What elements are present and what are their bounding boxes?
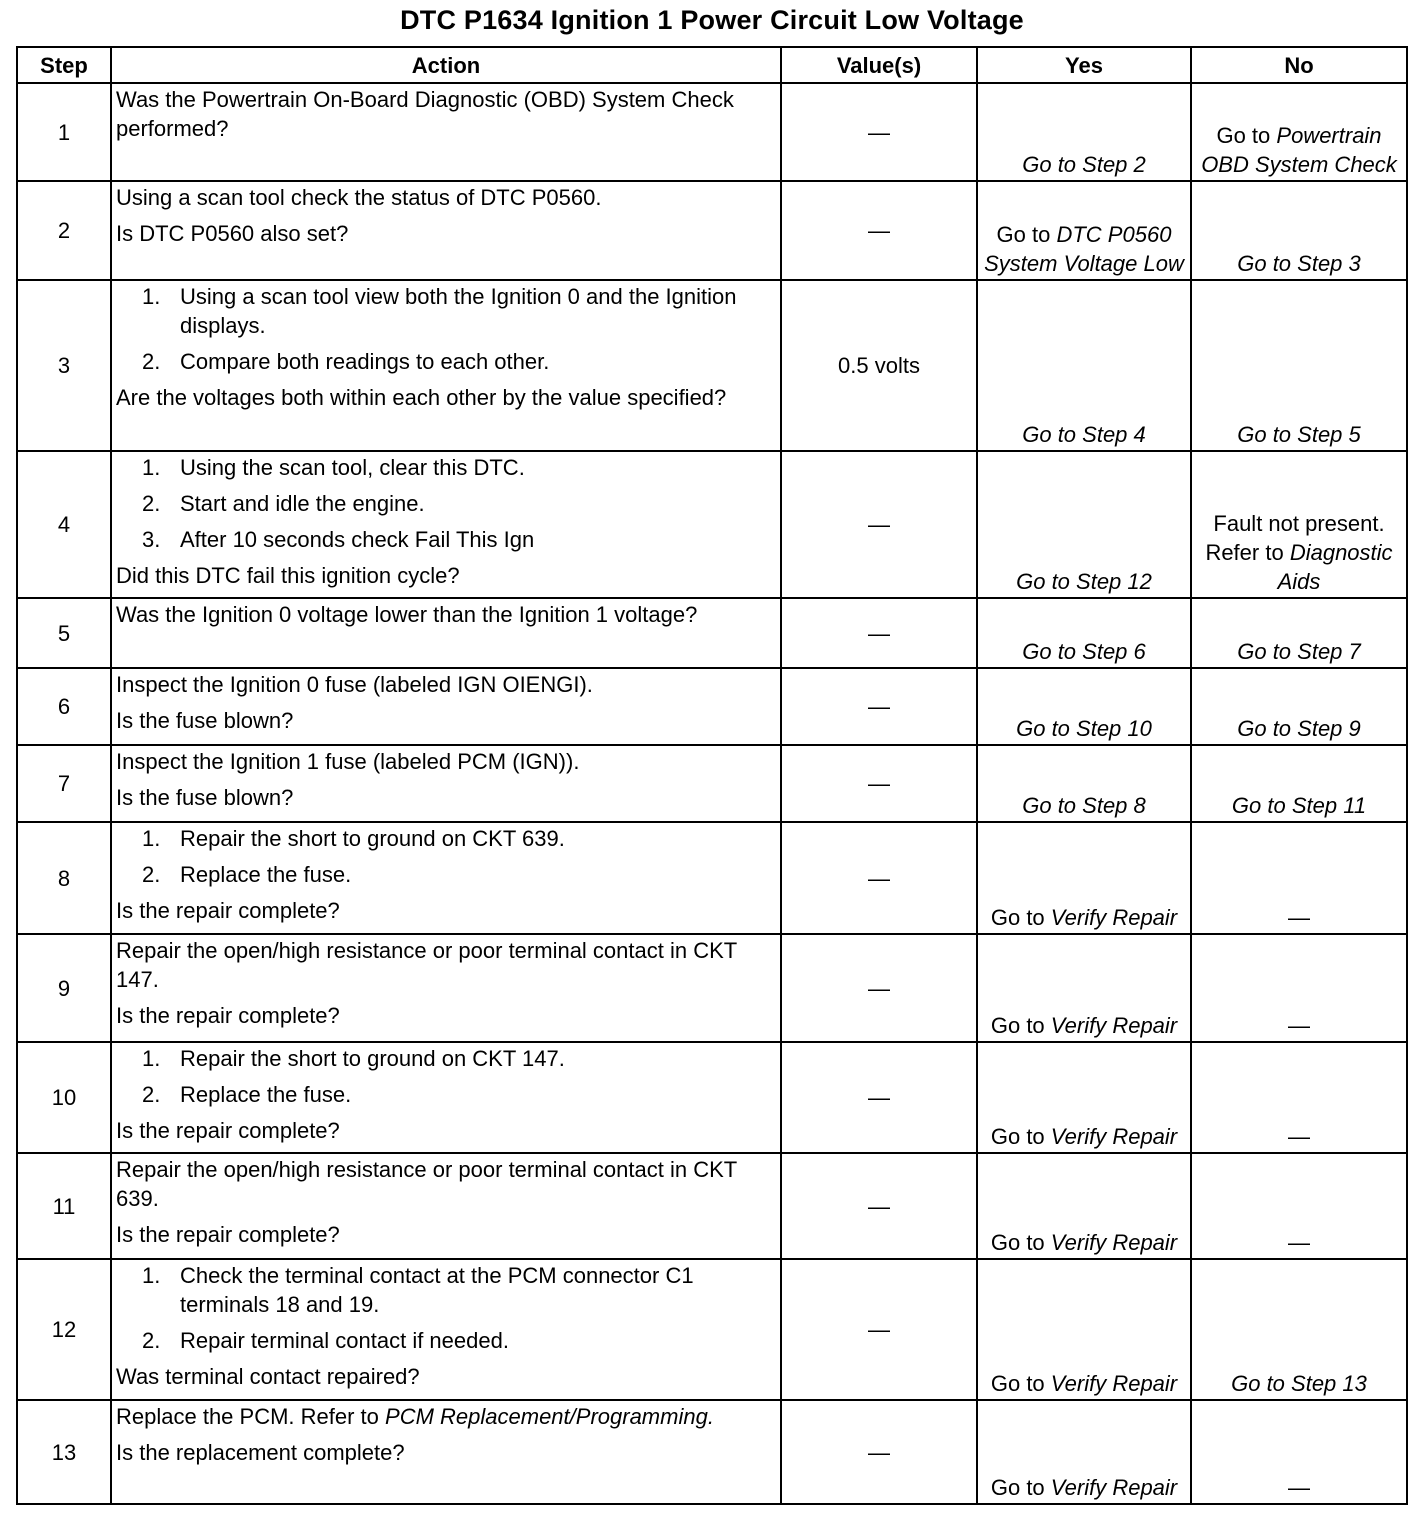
yes-result-text: Go to: [990, 1013, 1045, 1038]
action-text-line: Was the Powertrain On-Board Diagnostic (OBD) System Check performed?: [116, 87, 734, 141]
no-result-cell: [1191, 1153, 1407, 1259]
column-header-no: No: [1191, 47, 1407, 83]
column-header-action: Action: [111, 47, 781, 83]
list-item-number: 1.: [142, 1263, 161, 1288]
no-result-link-text: Go to Step 3: [1237, 251, 1361, 276]
action-list-item: [116, 489, 776, 518]
list-item-text: Replace the fuse.: [180, 862, 352, 887]
action-list-item: [116, 1261, 776, 1319]
action-list-item: [116, 1044, 776, 1073]
no-result-text: —: [1288, 905, 1310, 930]
action-text: [116, 183, 776, 212]
action-cell: [111, 181, 781, 280]
table-row: [17, 934, 1407, 1042]
list-item-text: Repair the short to ground on CKT 147.: [180, 1046, 565, 1071]
action-text-line: Replace the PCM. Refer to: [116, 1404, 379, 1429]
no-result-link-text: Go to Step 9: [1237, 716, 1361, 741]
yes-result-cell: [977, 451, 1191, 598]
no-result-link-text: Go to Step 13: [1231, 1371, 1367, 1396]
column-header-step: Step: [17, 47, 111, 83]
table-row: [17, 745, 1407, 822]
yes-result-text: Go to: [990, 1124, 1045, 1149]
yes-result-text: Go to: [990, 1371, 1045, 1396]
list-item-number: 2.: [142, 862, 161, 887]
step-number-cell: 7: [17, 745, 111, 822]
yes-result-link-text: Verify Repair: [1050, 1475, 1178, 1500]
table-row: [17, 1259, 1407, 1400]
no-result-cell: [1191, 822, 1407, 934]
step-number-cell: 11: [17, 1153, 111, 1259]
list-item-text: Using the scan tool, clear this DTC.: [180, 455, 525, 480]
no-result-cell: [1191, 451, 1407, 598]
action-question: Was terminal contact repaired?: [116, 1364, 420, 1389]
table-row: [17, 280, 1407, 451]
no-result-text: Go to: [1216, 123, 1271, 148]
action-question: Did this DTC fail this ignition cycle?: [116, 563, 460, 588]
action-text-line: Was the Ignition 0 voltage lower than the Ignition 1 voltage?: [116, 602, 698, 627]
list-item-number: 1.: [142, 1046, 161, 1071]
yes-result-link-text: Verify Repair: [1050, 1124, 1178, 1149]
no-result-cell: [1191, 280, 1407, 451]
action-cell: [111, 668, 781, 745]
table-row: [17, 181, 1407, 280]
list-item-text: Check the terminal contact at the PCM connector C1 terminals 18 and 19.: [180, 1263, 694, 1317]
list-item-text: Replace the fuse.: [180, 1082, 352, 1107]
no-result-cell: [1191, 934, 1407, 1042]
action-list-item: [116, 1080, 776, 1109]
yes-result-cell: [977, 1153, 1191, 1259]
action-text: [116, 85, 776, 143]
value-cell: —: [781, 668, 977, 745]
yes-result-cell: [977, 280, 1191, 451]
yes-result-text: Go to: [990, 905, 1045, 930]
action-cell: [111, 1400, 781, 1504]
action-cell: [111, 451, 781, 598]
yes-result-link-text: Go to Step 12: [1016, 569, 1152, 594]
action-text-line: Repair the open/high resistance or poor terminal contact in CKT 147.: [116, 938, 737, 992]
list-item-text: Start and idle the engine.: [180, 491, 425, 516]
yes-result-cell: [977, 1042, 1191, 1153]
action-cell: [111, 1259, 781, 1400]
yes-result-cell: [977, 1259, 1191, 1400]
value-cell: —: [781, 1153, 977, 1259]
no-result-link-text: Go to Step 7: [1237, 639, 1361, 664]
action-question: Is the repair complete?: [116, 1222, 340, 1247]
table-body: [17, 83, 1407, 1504]
no-result-text: Fault not present. Refer to: [1205, 511, 1385, 565]
step-number-cell: 4: [17, 451, 111, 598]
list-item-text: Compare both readings to each other.: [180, 349, 550, 374]
step-number-cell: 12: [17, 1259, 111, 1400]
action-text: [116, 1155, 776, 1213]
no-result-link-text: Powertrain OBD System Check: [1201, 123, 1397, 177]
no-result-link-text: Go to Step 5: [1237, 422, 1361, 447]
list-item-number: 1.: [142, 284, 161, 309]
action-list-item: [116, 824, 776, 853]
yes-result-cell: [977, 822, 1191, 934]
action-cell: [111, 822, 781, 934]
yes-result-link-text: Go to Step 10: [1016, 716, 1152, 741]
yes-result-link-text: Go to Step 4: [1022, 422, 1146, 447]
action-cell: [111, 1042, 781, 1153]
no-result-text: —: [1288, 1124, 1310, 1149]
list-item-text: Repair terminal contact if needed.: [180, 1328, 509, 1353]
action-text: [116, 670, 776, 699]
table-row: [17, 451, 1407, 598]
action-cell: [111, 280, 781, 451]
value-cell: —: [781, 1259, 977, 1400]
value-cell: —: [781, 451, 977, 598]
action-text-line: Inspect the Ignition 1 fuse (labeled PCM (IGN)).: [116, 749, 580, 774]
action-text: [116, 1402, 776, 1431]
table-row: [17, 83, 1407, 181]
value-cell: —: [781, 934, 977, 1042]
no-result-link-text: Diagnostic Aids: [1277, 540, 1393, 594]
yes-result-link-text: Verify Repair: [1050, 1230, 1178, 1255]
action-text-line: Using a scan tool check the status of DTC P0560.: [116, 185, 602, 210]
page-title: DTC P1634 Ignition 1 Power Circuit Low Voltage: [400, 5, 1024, 35]
header-row: [17, 47, 1407, 83]
value-cell: 0.5 volts: [781, 280, 977, 451]
step-number-cell: 13: [17, 1400, 111, 1504]
yes-result-text: Go to: [996, 222, 1051, 247]
yes-result-cell: [977, 598, 1191, 668]
list-item-number: 2.: [142, 1328, 161, 1353]
action-cell: [111, 1153, 781, 1259]
step-number-cell: 5: [17, 598, 111, 668]
action-list-item: [116, 453, 776, 482]
list-item-number: 3.: [142, 527, 161, 552]
yes-result-cell: [977, 745, 1191, 822]
step-number-cell: 10: [17, 1042, 111, 1153]
action-cell: [111, 934, 781, 1042]
action-question: Is the replacement complete?: [116, 1440, 405, 1465]
action-question: Is the fuse blown?: [116, 708, 294, 733]
no-result-cell: [1191, 668, 1407, 745]
yes-result-cell: [977, 668, 1191, 745]
value-cell: —: [781, 598, 977, 668]
list-item-number: 1.: [142, 455, 161, 480]
value-cell: —: [781, 1400, 977, 1504]
action-list-item: [116, 347, 776, 376]
action-question: Is DTC P0560 also set?: [116, 221, 349, 246]
value-cell: —: [781, 1042, 977, 1153]
column-header-yes: Yes: [977, 47, 1191, 83]
value-cell: —: [781, 181, 977, 280]
action-question: Is the repair complete?: [116, 1118, 340, 1143]
step-number-cell: 3: [17, 280, 111, 451]
list-item-number: 2.: [142, 1082, 161, 1107]
list-item-text: After 10 seconds check Fail This Ign: [180, 527, 535, 552]
diagnostic-table: [16, 46, 1408, 1505]
no-result-text: —: [1288, 1013, 1310, 1038]
yes-result-link-text: Verify Repair: [1050, 905, 1178, 930]
action-cell: [111, 745, 781, 822]
action-list-item: [116, 860, 776, 889]
no-result-cell: [1191, 1042, 1407, 1153]
yes-result-link-text: DTC P0560 System Voltage Low: [984, 222, 1184, 276]
action-question: Are the voltages both within each other by the value specified?: [116, 385, 727, 410]
no-result-cell: [1191, 181, 1407, 280]
yes-result-text: Go to: [990, 1475, 1045, 1500]
action-text: [116, 600, 776, 629]
yes-result-link-text: Go to Step 6: [1022, 639, 1146, 664]
action-list-item: [116, 525, 776, 554]
action-text: [116, 747, 776, 776]
action-reference-text: PCM Replacement/Programming.: [385, 1404, 714, 1429]
no-result-link-text: Go to Step 11: [1231, 793, 1367, 818]
step-number-cell: 9: [17, 934, 111, 1042]
no-result-cell: [1191, 598, 1407, 668]
list-item-number: 2.: [142, 491, 161, 516]
no-result-cell: [1191, 83, 1407, 181]
yes-result-link-text: Go to Step 8: [1022, 793, 1146, 818]
list-item-text: Using a scan tool view both the Ignition 0 and the Ignition displays.: [180, 284, 737, 338]
table-row: [17, 1153, 1407, 1259]
action-list-item: [116, 1326, 776, 1355]
no-result-cell: [1191, 745, 1407, 822]
action-text-line: Repair the open/high resistance or poor terminal contact in CKT 639.: [116, 1157, 737, 1211]
action-text: [116, 936, 776, 994]
value-cell: —: [781, 822, 977, 934]
value-cell: —: [781, 83, 977, 181]
value-cell: —: [781, 745, 977, 822]
action-list-item: [116, 282, 776, 340]
yes-result-text: Go to: [990, 1230, 1045, 1255]
no-result-text: —: [1288, 1475, 1310, 1500]
yes-result-link-text: Verify Repair: [1050, 1013, 1178, 1038]
table-row: [17, 1400, 1407, 1504]
action-cell: [111, 83, 781, 181]
yes-result-cell: [977, 181, 1191, 280]
no-result-text: —: [1288, 1230, 1310, 1255]
list-item-text: Repair the short to ground on CKT 639.: [180, 826, 565, 851]
action-cell: [111, 598, 781, 668]
list-item-number: 1.: [142, 826, 161, 851]
action-question: Is the fuse blown?: [116, 785, 294, 810]
step-number-cell: 1: [17, 83, 111, 181]
action-question: Is the repair complete?: [116, 898, 340, 923]
no-result-cell: [1191, 1400, 1407, 1504]
step-number-cell: 2: [17, 181, 111, 280]
yes-result-cell: [977, 83, 1191, 181]
list-item-number: 2.: [142, 349, 161, 374]
table-row: [17, 822, 1407, 934]
column-header-values: Value(s): [781, 47, 977, 83]
yes-result-cell: [977, 1400, 1191, 1504]
yes-result-cell: [977, 934, 1191, 1042]
action-text-line: Inspect the Ignition 0 fuse (labeled IGN OIENGI).: [116, 672, 593, 697]
yes-result-link-text: Verify Repair: [1050, 1371, 1178, 1396]
action-question: Is the repair complete?: [116, 1003, 340, 1028]
table-row: [17, 668, 1407, 745]
table-row: [17, 1042, 1407, 1153]
table-row: [17, 598, 1407, 668]
no-result-cell: [1191, 1259, 1407, 1400]
step-number-cell: 8: [17, 822, 111, 934]
step-number-cell: 6: [17, 668, 111, 745]
yes-result-link-text: Go to Step 2: [1022, 152, 1146, 177]
